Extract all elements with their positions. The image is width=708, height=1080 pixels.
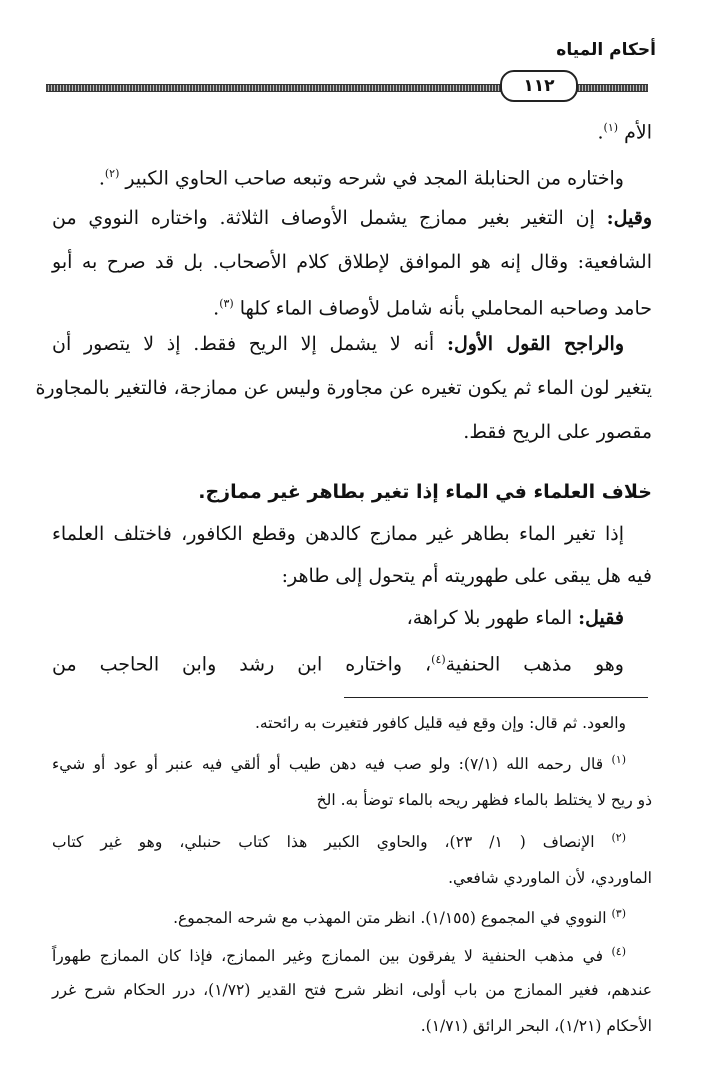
- line-5-end: .: [213, 297, 220, 320]
- line-6-label: والراجح القول الأول:: [446, 333, 624, 355]
- line-1-end: .: [597, 121, 604, 144]
- text-line-3: [52, 204, 652, 232]
- line-12-text-a: وهو مذهب الحنفية: [445, 653, 624, 676]
- line-2-end: .: [98, 167, 105, 190]
- section-heading: خلاف العلماء في الماء إذا تغير بطاهر غير ممازج.: [198, 481, 652, 503]
- line-12-text-b: ، واختاره ابن رشد وابن الحاجب من: [52, 653, 432, 676]
- line-3-text: إن التغير بغير ممازج يشمل الأوصاف الثلاثة. واختاره النووي من: [52, 207, 595, 229]
- footnote-4-number: (٤): [611, 945, 626, 958]
- line-11-text: الماء طهور بلا كراهة،: [406, 607, 573, 629]
- text-line-7: يتغير لون الماء ثم يكون تغيره عن مجاورة وليس عن ممازجة، فالتغير بالمجاورة: [35, 377, 652, 399]
- footnote-4-line-3: الأحكام (١/٢١)، البحر الرائق (١/٧١).: [420, 1017, 652, 1035]
- footnote-1-line-2: ذو ريح لا يختلط بالماء فظهر ريحه بالماء توضأ به. الخ: [316, 791, 652, 809]
- footnote-4-line-1: في مذهب الحنفية لا يفرقون بين الممازج وغير الممازج، فإذا كان الممازج طهوراً: [52, 947, 603, 966]
- text-line-8: مقصور على الريح فقط.: [463, 421, 652, 443]
- text-line-12: [52, 646, 624, 678]
- footnote-2-number: (٢): [611, 831, 626, 844]
- footnote-ref-3: (٣): [219, 297, 234, 310]
- text-line-4: الشافعية: وقال إنه هو الموافق لإطلاق كلام الأصحاب. بل قد صرح به أبو: [52, 251, 652, 273]
- footnote-4-line-2: عندهم، فغير الممازج من باب أولى، انظر شرح فتح القدير (١/٧٢)، درر الحكام شرح غرر: [52, 981, 652, 999]
- book-title: أحكام المياه: [556, 40, 656, 60]
- footnote-2-line-1: الإنصاف ( ١/ ٢٣)، والحاوي الكبير هذا كتاب حنبلي، وهو غير كتاب: [52, 833, 595, 852]
- footnote-1-line-1: قال رحمه الله (٧/١): ولو صب فيه دهن طيب أو ألقي فيه عنبر أو عود أو شيء: [52, 755, 604, 774]
- text-line-5: [213, 290, 652, 322]
- line-6-text: أنه لا يشمل إلا الريح فقط. إذ لا يتصور أن: [52, 333, 435, 355]
- footnote-ref-2: (٢): [104, 167, 120, 180]
- line-3-label: وقيل:: [606, 207, 652, 229]
- footnote-1-number: (١): [611, 753, 626, 766]
- text-line-11: [407, 604, 624, 632]
- footnote-3-line-1: النووي في المجموع (١/١٥٥). انظر متن المهذب مع شرحه المجموع.: [173, 909, 607, 928]
- text-line-10: فيه هل يبقى على طهوريته أم يتحول إلى طاهر:: [281, 565, 652, 587]
- footnote-ref-4: (٤): [431, 653, 446, 666]
- text-line-9: إذا تغير الماء بطاهر غير ممازج كالدهن وقطع الكافور، فاختلف العلماء: [52, 523, 624, 545]
- footnote-continuation: والعود. ثم قال: وإن وقع فيه قليل كافور فتغيرت به رائحته.: [254, 714, 626, 732]
- line-2-text: واختاره من الحنابلة المجد في شرحه وتبعه صاحب الحاوي الكبير: [125, 167, 624, 190]
- text-line-2: [99, 160, 624, 192]
- line-11-label: فقيل:: [578, 607, 624, 629]
- footnote-2: [52, 826, 626, 854]
- text-line-6: [52, 330, 624, 358]
- text-line-1: [598, 114, 653, 146]
- footnote-ref-1: (١): [603, 121, 619, 134]
- page-number: ١١٢: [500, 70, 578, 102]
- footnote-2-line-2: الماوردي، لأن الماوردي شافعي.: [448, 869, 652, 887]
- footnote-3-number: (٣): [611, 907, 626, 920]
- line-5-text: حامد وصاحبه المحاملي بأنه شامل لأوصاف الماء كلها: [239, 297, 652, 320]
- footnote-1: [52, 748, 626, 776]
- footnote-separator: [344, 697, 648, 698]
- footnote-3: [173, 902, 626, 930]
- footnote-4: [52, 940, 626, 968]
- line-1-text: الأم: [624, 121, 652, 144]
